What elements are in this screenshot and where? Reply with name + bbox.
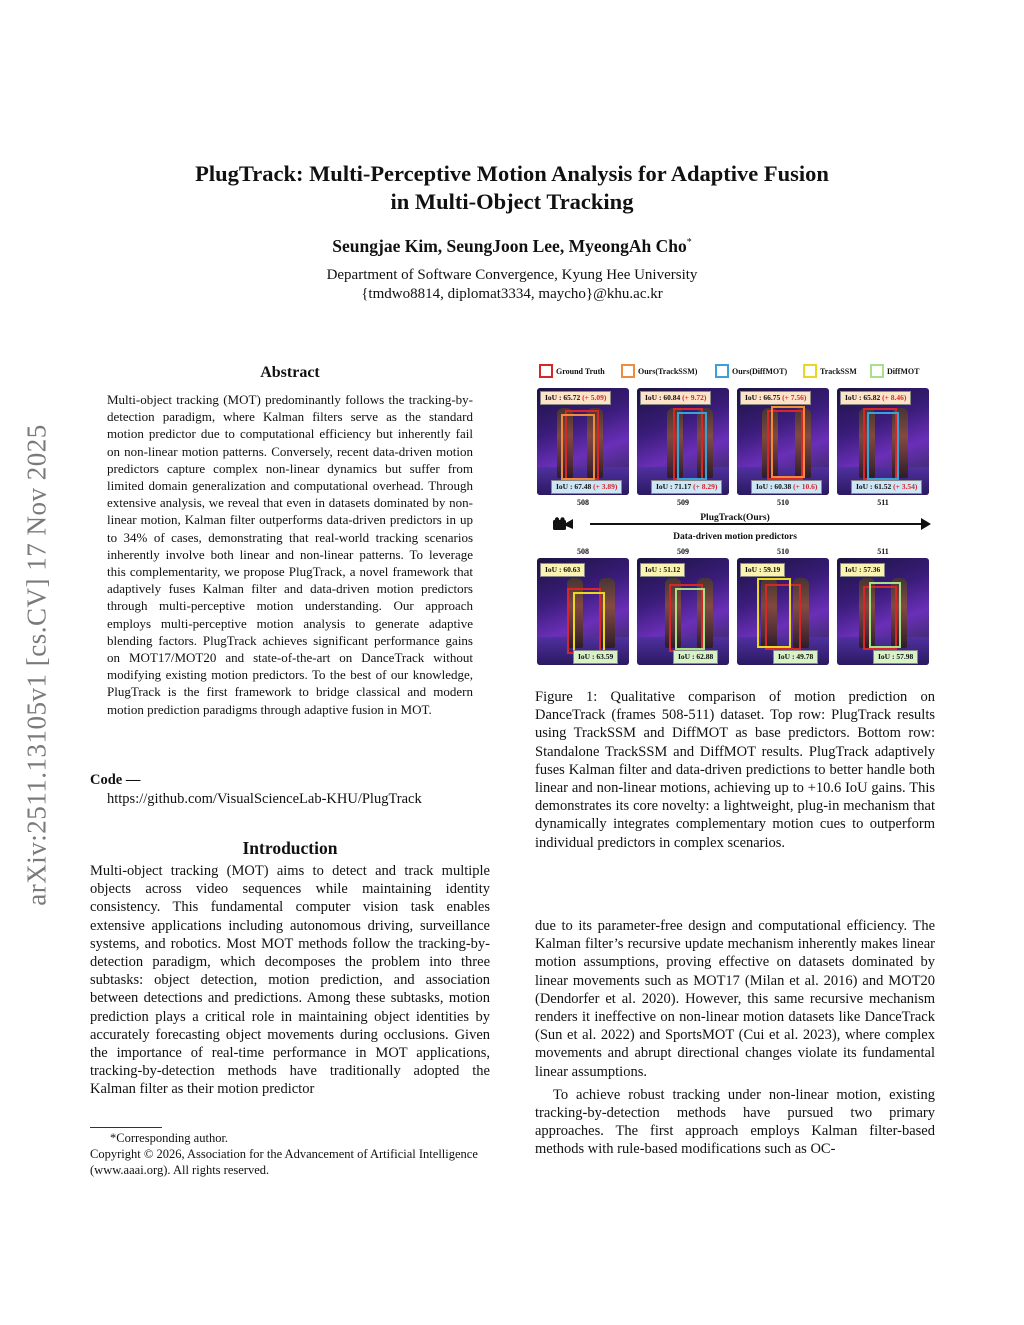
title-line-2: in Multi-Object Tracking bbox=[390, 189, 634, 214]
author-mark: * bbox=[686, 237, 692, 249]
iou-gain: (+ 10.6) bbox=[793, 482, 818, 491]
time-arrow bbox=[590, 523, 925, 525]
iou-gain: (+ 9.72) bbox=[682, 393, 707, 402]
legend-item bbox=[621, 364, 697, 378]
iou-label bbox=[751, 480, 822, 494]
iou-value: IoU : 60.38 bbox=[756, 482, 792, 491]
frame-number: 508 bbox=[577, 547, 589, 556]
iou-value: IoU : 60.84 bbox=[645, 393, 681, 402]
prediction-box bbox=[757, 578, 791, 648]
iou-value: IoU : 57.36 bbox=[845, 565, 881, 574]
frame-number: 509 bbox=[677, 547, 689, 556]
figure-caption: Figure 1: Qualitative comparison of motion prediction on DanceTrack (frames 508-511) dataset. Top row: PlugTrack results using TrackSSM and DiffMOT as base predictors. Bottom row: Standalone TrackSSM and DiffMOT results. PlugTrack adaptively fuses Kalman filter and data-driven predictions to better handle both linear and non-linear motions, achieving up to +10.6 IoU gains. This demonstrates its core novelty: a lightweight, plug-in mechanism that dynamically integrates complementary motion cues to outperform individual predictors in complex scenarios. bbox=[535, 689, 935, 851]
introduction-heading: Introduction bbox=[242, 838, 338, 858]
bottom-frame-510 bbox=[737, 558, 829, 665]
iou-label bbox=[840, 563, 885, 577]
arrow-head-icon bbox=[921, 518, 931, 530]
title-line-1: PlugTrack: Multi-Perceptive Motion Analysis for Adaptive Fusion bbox=[195, 161, 829, 186]
prediction-box bbox=[867, 412, 899, 480]
author-list bbox=[120, 236, 904, 257]
bottom-frame-509 bbox=[637, 558, 729, 665]
iou-value: IoU : 59.19 bbox=[745, 565, 781, 574]
prediction-box bbox=[573, 592, 605, 652]
footnote-block bbox=[90, 1130, 490, 1178]
frame-number: 511 bbox=[877, 547, 889, 556]
prediction-box bbox=[677, 412, 707, 480]
iou-label bbox=[540, 391, 611, 405]
arxiv-id: arXiv:2511.13105v1 [cs.CV] 17 Nov 2025 bbox=[21, 424, 52, 906]
arxiv-sidebar-stamp bbox=[12, 370, 62, 960]
introduction-text: Multi-object tracking (MOT) aims to detect and track multiple objects across video sequences while maintaining identity consistency. This fundamental computer vision task enables extensive applications including autonomous driving, surveillance systems, and robotics. Most MOT methods follow the tracking-by-detection paradigm, which decomposes the problem into three subtasks: object detection, motion prediction, and association between detections and predictions. Among these subtasks, motion prediction plays a critical role in maintaining object identities by accurately forecasting object movements during occlusions. Given the importance of real-time performance in MOT applications, tracking-by-detection methods have traditionally adopted the Kalman filter as their motion predictor bbox=[90, 863, 490, 1098]
legend-swatch bbox=[803, 364, 817, 378]
legend-swatch bbox=[715, 364, 729, 378]
footnote-rule bbox=[90, 1127, 162, 1128]
bottom-frame-511 bbox=[837, 558, 929, 665]
top-frame-510 bbox=[737, 388, 829, 495]
paragraph: To achieve robust tracking under non-linear motion, existing tracking-by-detection methods have pursued two primary approaches. The first approach employs Kalman filter-based methods with rule-based modifications such as OC- bbox=[535, 1086, 935, 1158]
iou-value: IoU : 62.88 bbox=[678, 652, 714, 661]
authors-text: Seungjae Kim, SeungJoon Lee, MyeongAh Cho bbox=[332, 236, 687, 256]
code-label: Code — bbox=[90, 772, 141, 788]
iou-label bbox=[740, 563, 785, 577]
iou-value: IoU : 66.75 bbox=[745, 393, 781, 402]
legend-item bbox=[715, 364, 787, 378]
legend-label: Ours(DiffMOT) bbox=[732, 366, 788, 376]
legend-label: DiffMOT bbox=[887, 366, 920, 376]
iou-gain: (+ 7.56) bbox=[782, 393, 807, 402]
frame-number: 508 bbox=[577, 498, 589, 507]
iou-label bbox=[573, 650, 618, 664]
abstract-text: Multi-object tracking (MOT) predominantly follows the tracking-by-detection paradigm, where Kalman filters serve as the standard motion predictor due to computational efficiency but inherently fail on non-linear motion patterns. Conversely, recent data-driven motion predictors capture complex non-linear dynamics but suffer from limited domain generalization and computational overhead. Through extensive analysis, we reveal that even in datasets dominated by non-linear motion, Kalman filter outperforms data-driven predictors in up to 34% of cases, demonstrating that real-world tracking scenarios inherently involve both linear and non-linear patterns. To leverage this complementarity, we propose PlugTrack, a novel framework that adaptively fuses Kalman filter and data-driven motion predictors through multi-perceptive motion understanding. Our approach employs multi-perceptive motion analysis to generate adaptive blending factors. PlugTrack achieves significant performance gains on MOT17/MOT20 and state-of-the-art on DanceTrack without modifying existing motion predictors. To the best of our knowledge, PlugTrack is the first framework to bridge classical and modern motion prediction paradigms through adaptive fusion in MOT. bbox=[107, 392, 473, 717]
author-emails: {tmdwo8814, diplomat3334, maycho}@khu.ac.kr bbox=[361, 286, 663, 302]
right-column-body bbox=[535, 917, 935, 1159]
iou-label bbox=[840, 391, 911, 405]
iou-label bbox=[673, 650, 718, 664]
iou-value: IoU : 61.52 bbox=[856, 482, 892, 491]
frame-number: 510 bbox=[777, 547, 789, 556]
iou-value: IoU : 60.63 bbox=[545, 565, 581, 574]
legend-item bbox=[539, 364, 605, 378]
paper-title bbox=[120, 160, 904, 216]
prediction-box bbox=[561, 414, 595, 480]
code-link[interactable]: https://github.com/VisualScienceLab-KHU/PlugTrack bbox=[107, 791, 422, 807]
frame-number: 510 bbox=[777, 498, 789, 507]
iou-gain: (+ 3.89) bbox=[593, 482, 618, 491]
affiliation: Department of Software Convergence, Kyung Hee University bbox=[326, 267, 698, 283]
iou-value: IoU : 57.98 bbox=[878, 652, 914, 661]
legend-item bbox=[870, 364, 919, 378]
iou-label bbox=[640, 391, 711, 405]
iou-value: IoU : 49.78 bbox=[778, 652, 814, 661]
abstract-heading: Abstract bbox=[260, 364, 320, 381]
legend-label: Ground Truth bbox=[556, 366, 605, 376]
iou-label bbox=[773, 650, 818, 664]
plugtrack-label: PlugTrack(Ours) bbox=[700, 513, 770, 523]
frame-number: 511 bbox=[877, 498, 889, 507]
legend-item bbox=[803, 364, 857, 378]
copyright-note: Copyright © 2026, Association for the Advancement of Artificial Intelligence (www.aaai.org). All rights reserved. bbox=[90, 1147, 478, 1177]
prediction-box bbox=[675, 588, 705, 650]
iou-label bbox=[740, 391, 811, 405]
iou-value: IoU : 51.12 bbox=[645, 565, 681, 574]
iou-gain: (+ 8.29) bbox=[693, 482, 718, 491]
legend-swatch bbox=[870, 364, 884, 378]
frame-number: 509 bbox=[677, 498, 689, 507]
iou-value: IoU : 65.82 bbox=[845, 393, 881, 402]
iou-label bbox=[640, 563, 685, 577]
iou-gain: (+ 8.46) bbox=[882, 393, 907, 402]
iou-label bbox=[851, 480, 922, 494]
prediction-box bbox=[771, 406, 805, 478]
iou-value: IoU : 71.17 bbox=[656, 482, 692, 491]
bottom-frame-508 bbox=[537, 558, 629, 665]
iou-label bbox=[873, 650, 918, 664]
top-frame-509 bbox=[637, 388, 729, 495]
corresponding-note: *Corresponding author. bbox=[110, 1131, 229, 1145]
affiliation-block bbox=[120, 266, 904, 304]
iou-label bbox=[551, 480, 622, 494]
top-frame-511 bbox=[837, 388, 929, 495]
iou-value: IoU : 63.59 bbox=[578, 652, 614, 661]
legend-label: TrackSSM bbox=[820, 366, 857, 376]
iou-value: IoU : 65.72 bbox=[545, 393, 581, 402]
iou-gain: (+ 3.54) bbox=[893, 482, 918, 491]
paragraph: due to its parameter-free design and computational efficiency. The Kalman filter’s recursive update mechanism inherently makes linear motion assumptions, proving effective on datasets dominated by linear movements such as MOT17 (Milan et al. 2016) and MOT20 (Dendorfer et al. 2020). However, this same recursive mechanism renders it ineffective on non-linear motion datasets like DanceTrack (Sun et al. 2022) and SportsMOT (Cui et al. 2023), where complex movements and abrupt directional changes violate its fundamental linear assumptions. bbox=[535, 918, 935, 1080]
iou-value: IoU : 67.48 bbox=[556, 482, 592, 491]
prediction-box bbox=[869, 582, 901, 648]
legend-swatch bbox=[621, 364, 635, 378]
figure-1 bbox=[535, 360, 935, 680]
top-frame-508 bbox=[537, 388, 629, 495]
legend-label: Ours(TrackSSM) bbox=[638, 366, 698, 376]
iou-label bbox=[651, 480, 722, 494]
figure-legend bbox=[535, 364, 935, 384]
iou-gain: (+ 5.09) bbox=[582, 393, 607, 402]
datadriven-label: Data-driven motion predictors bbox=[673, 532, 797, 542]
iou-label bbox=[540, 563, 585, 577]
legend-swatch bbox=[539, 364, 553, 378]
